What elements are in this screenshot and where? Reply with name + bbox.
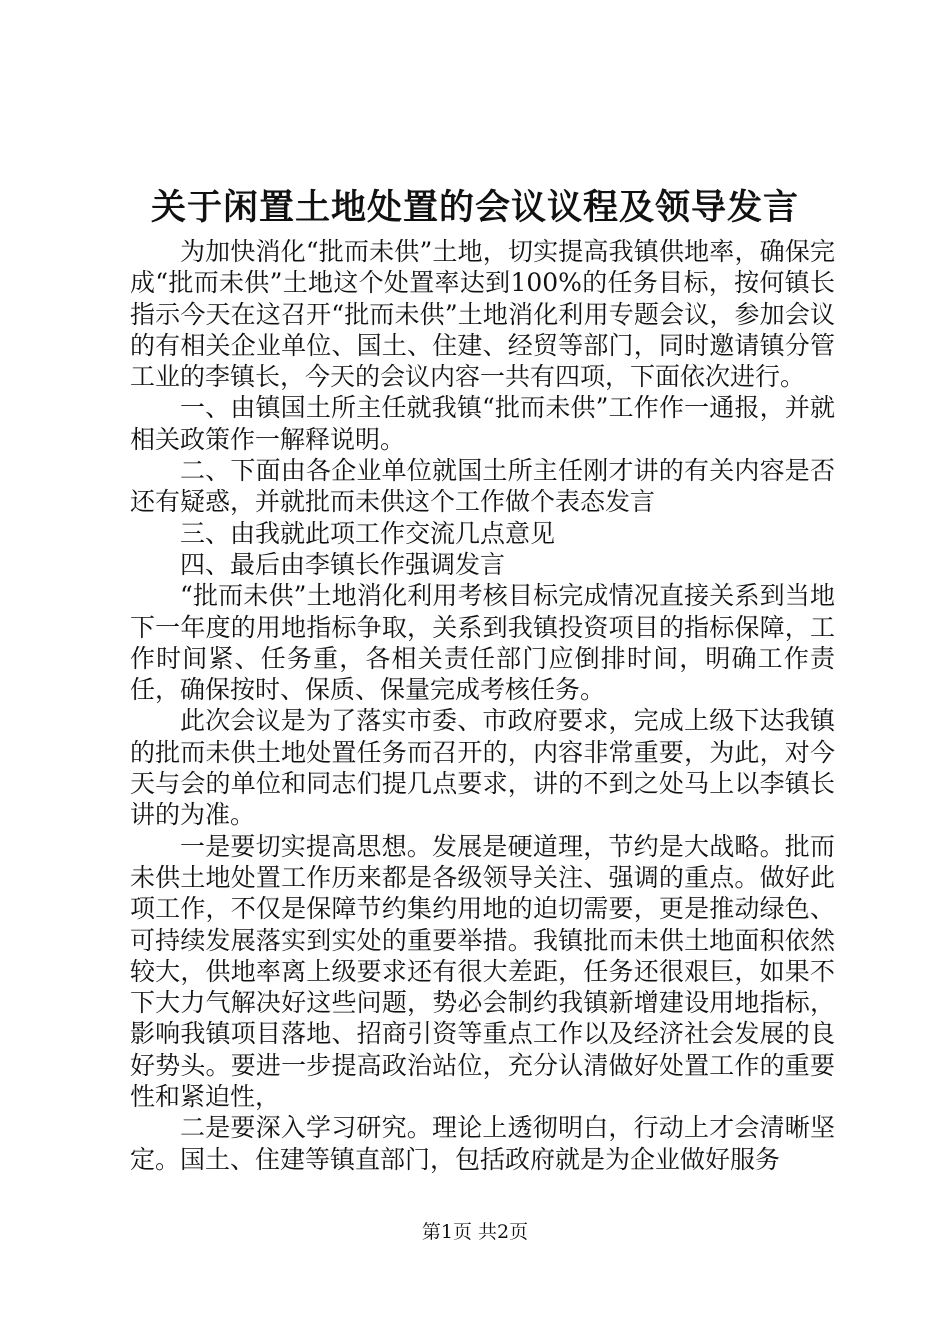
paragraph-agenda-2: 二、下面由各企业单位就国土所主任刚才讲的有关内容是否还有疑惑，并就批而未供这个工作做个表态发言 <box>130 456 835 517</box>
paragraph-agenda-4: 四、最后由李镇长作强调发言 <box>180 549 506 579</box>
document-body <box>130 236 835 1175</box>
paragraph-agenda-3: 三、由我就此项工作交流几点意见 <box>180 518 556 548</box>
paragraph-intro: 为加快消化“批而未供”土地，切实提高我镇供地率，确保完成“批而未供”土地这个处置率达到100%的任务目标，按何镇长指示今天在这召开“批而未供”土地消化利用专题会议，参加会议的有相关企业单位、国土、住建、经贸等部门，同时邀请镇分管工业的李镇长，今天的会议内容一共有四项，下面依次进行。 <box>130 237 835 392</box>
paragraph-point-1: 一是要切实提高思想。发展是硬道理，节约是大战略。批而未供土地处置工作历来都是各级领导关注、强调的重点。做好此项工作，不仅是保障节约集约用地的迫切需要，更是推动绿色、可持续发展落实到实处的重要举措。我镇批而未供土地面积依然较大，供地率离上级要求还有很大差距，任务还很艰巨，如果不下大力气解决好这些问题，势必会制约我镇新增建设用地指标，影响我镇项目落地、招商引资等重点工作以及经济社会发展的良好势头。要进一步提高政治站位，充分认清做好处置工作的重要性和紧迫性， <box>130 831 835 1112</box>
paragraph-point-2: 二是要深入学习研究。理论上透彻明白，行动上才会清晰坚定。国土、住建等镇直部门，包括政府就是为企业做好服务 <box>130 1113 835 1174</box>
document-title: 关于闲置土地处置的会议议程及领导发言 <box>150 187 799 228</box>
paragraph-target: “批而未供”土地消化利用考核目标完成情况直接关系到当地下一年度的用地指标争取，关系到我镇投资项目的指标保障，工作时间紧、任务重，各相关责任部门应倒排时间，明确工作责任，确保按时、保质、保量完成考核任务。 <box>130 581 835 705</box>
paragraph-agenda-1: 一、由镇国土所主任就我镇“批而未供”工作作一通报，并就相关政策作一解释说明。 <box>130 393 835 454</box>
paragraph-purpose: 此次会议是为了落实市委、市政府要求，完成上级下达我镇的批而未供土地处置任务而召开的，内容非常重要，为此，对今天与会的单位和同志们提几点要求，讲的不到之处马上以李镇长讲的为准。 <box>130 706 835 830</box>
page-footer: 第1页 共2页 <box>421 1221 529 1243</box>
